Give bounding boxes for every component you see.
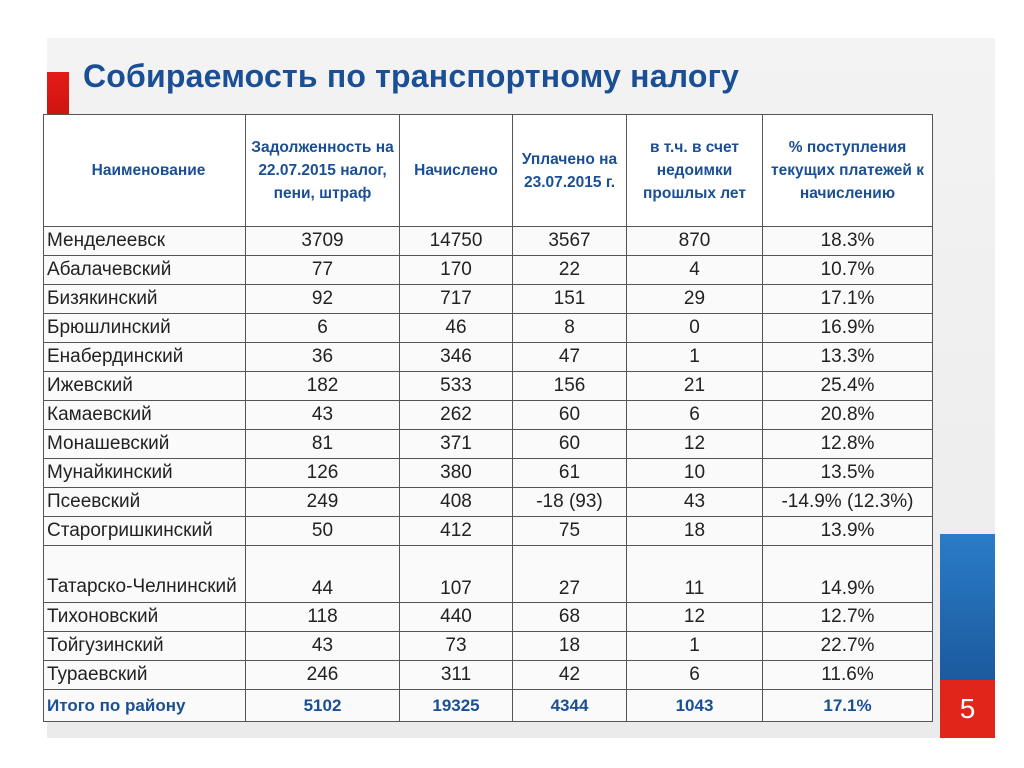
cell-percent: 16.9%: [763, 314, 933, 343]
page-title: Собираемость по транспортному налогу: [83, 58, 740, 94]
cell-debt: 3709: [246, 227, 400, 256]
cell-arrears: 4: [627, 256, 763, 285]
total-accrued: 19325: [400, 690, 513, 722]
table-row: [44, 401, 933, 430]
tax-collection-table: [43, 114, 933, 722]
total-percent: 17.1%: [763, 690, 933, 722]
cell-arrears: 10: [627, 459, 763, 488]
cell-percent: 10.7%: [763, 256, 933, 285]
cell-accrued: 14750: [400, 227, 513, 256]
cell-paid: 47: [513, 343, 627, 372]
cell-paid: -18 (93): [513, 488, 627, 517]
cell-arrears: 21: [627, 372, 763, 401]
cell-accrued: 380: [400, 459, 513, 488]
header-debt: Задолженность на 22.07.2015 налог, пени, штраф: [246, 115, 400, 227]
cell-name: Ижевский: [44, 372, 246, 401]
cell-name: Брюшлинский: [44, 314, 246, 343]
cell-name: Тойгузинский: [44, 632, 246, 661]
cell-paid: 61: [513, 459, 627, 488]
cell-debt: 44: [246, 546, 400, 603]
header-accrued: Начислено: [400, 115, 513, 227]
cell-name: Менделеевск: [44, 227, 246, 256]
total-label: Итого по району: [44, 690, 246, 722]
table-row: [44, 517, 933, 546]
cell-percent: 14.9%: [763, 546, 933, 603]
cell-name: Камаевский: [44, 401, 246, 430]
table-row: [44, 632, 933, 661]
cell-debt: 36: [246, 343, 400, 372]
decor-blue-stripe: [940, 534, 995, 680]
cell-name: Бизякинский: [44, 285, 246, 314]
header-paid: Уплачено на 23.07.2015 г.: [513, 115, 627, 227]
cell-percent: 20.8%: [763, 401, 933, 430]
table-row: [44, 459, 933, 488]
cell-paid: 27: [513, 546, 627, 603]
cell-arrears: 0: [627, 314, 763, 343]
cell-debt: 182: [246, 372, 400, 401]
cell-percent: 11.6%: [763, 661, 933, 690]
table-row: [44, 488, 933, 517]
cell-paid: 68: [513, 603, 627, 632]
table-row: [44, 256, 933, 285]
cell-paid: 22: [513, 256, 627, 285]
cell-debt: 246: [246, 661, 400, 690]
cell-percent: 12.7%: [763, 603, 933, 632]
table-row: [44, 314, 933, 343]
table-row: [44, 430, 933, 459]
table-row: [44, 227, 933, 256]
header-arrears: в т.ч. в счет недоимки прошлых лет: [627, 115, 763, 227]
cell-percent: 22.7%: [763, 632, 933, 661]
cell-accrued: 408: [400, 488, 513, 517]
cell-paid: 18: [513, 632, 627, 661]
cell-paid: 60: [513, 401, 627, 430]
cell-debt: 81: [246, 430, 400, 459]
cell-accrued: 533: [400, 372, 513, 401]
cell-arrears: 12: [627, 603, 763, 632]
table-row: [44, 372, 933, 401]
cell-percent: 13.3%: [763, 343, 933, 372]
cell-accrued: 311: [400, 661, 513, 690]
cell-percent: 13.9%: [763, 517, 933, 546]
cell-debt: 249: [246, 488, 400, 517]
cell-debt: 6: [246, 314, 400, 343]
cell-accrued: 107: [400, 546, 513, 603]
cell-percent: 13.5%: [763, 459, 933, 488]
cell-debt: 43: [246, 401, 400, 430]
total-arrears: 1043: [627, 690, 763, 722]
cell-debt: 43: [246, 632, 400, 661]
cell-debt: 50: [246, 517, 400, 546]
cell-paid: 75: [513, 517, 627, 546]
cell-accrued: 262: [400, 401, 513, 430]
table-row: [44, 661, 933, 690]
cell-paid: 42: [513, 661, 627, 690]
cell-arrears: 12: [627, 430, 763, 459]
cell-percent: 18.3%: [763, 227, 933, 256]
cell-arrears: 43: [627, 488, 763, 517]
table-header-row: [44, 115, 933, 227]
cell-arrears: 6: [627, 401, 763, 430]
cell-name: Псеевский: [44, 488, 246, 517]
cell-arrears: 870: [627, 227, 763, 256]
cell-paid: 3567: [513, 227, 627, 256]
cell-debt: 77: [246, 256, 400, 285]
cell-percent: -14.9% (12.3%): [763, 488, 933, 517]
slide-number: 5: [940, 680, 995, 738]
cell-debt: 92: [246, 285, 400, 314]
cell-name: Старогришкинский: [44, 517, 246, 546]
cell-accrued: 717: [400, 285, 513, 314]
cell-accrued: 440: [400, 603, 513, 632]
total-debt: 5102: [246, 690, 400, 722]
cell-name: Мунайкинский: [44, 459, 246, 488]
table-row: [44, 285, 933, 314]
cell-arrears: 11: [627, 546, 763, 603]
table-row: [44, 343, 933, 372]
cell-accrued: 170: [400, 256, 513, 285]
cell-arrears: 1: [627, 343, 763, 372]
cell-accrued: 412: [400, 517, 513, 546]
cell-debt: 118: [246, 603, 400, 632]
cell-percent: 17.1%: [763, 285, 933, 314]
cell-accrued: 346: [400, 343, 513, 372]
cell-paid: 151: [513, 285, 627, 314]
cell-arrears: 1: [627, 632, 763, 661]
cell-arrears: 18: [627, 517, 763, 546]
cell-name: Абалачевский: [44, 256, 246, 285]
cell-accrued: 73: [400, 632, 513, 661]
cell-percent: 12.8%: [763, 430, 933, 459]
header-percent: % поступления текущих платежей к начислению: [763, 115, 933, 227]
cell-debt: 126: [246, 459, 400, 488]
cell-name: Енабердинский: [44, 343, 246, 372]
cell-percent: 25.4%: [763, 372, 933, 401]
cell-name: Тураевский: [44, 661, 246, 690]
cell-accrued: 46: [400, 314, 513, 343]
header-name: Наименование: [44, 115, 246, 227]
cell-paid: 8: [513, 314, 627, 343]
cell-name: Монашевский: [44, 430, 246, 459]
cell-accrued: 371: [400, 430, 513, 459]
cell-arrears: 29: [627, 285, 763, 314]
table-total-row: [44, 690, 933, 722]
cell-name: Татарско-Челнинский: [44, 546, 246, 603]
cell-paid: 60: [513, 430, 627, 459]
cell-paid: 156: [513, 372, 627, 401]
table-row: [44, 546, 933, 603]
total-paid: 4344: [513, 690, 627, 722]
cell-arrears: 6: [627, 661, 763, 690]
cell-name: Тихоновский: [44, 603, 246, 632]
table-row: [44, 603, 933, 632]
